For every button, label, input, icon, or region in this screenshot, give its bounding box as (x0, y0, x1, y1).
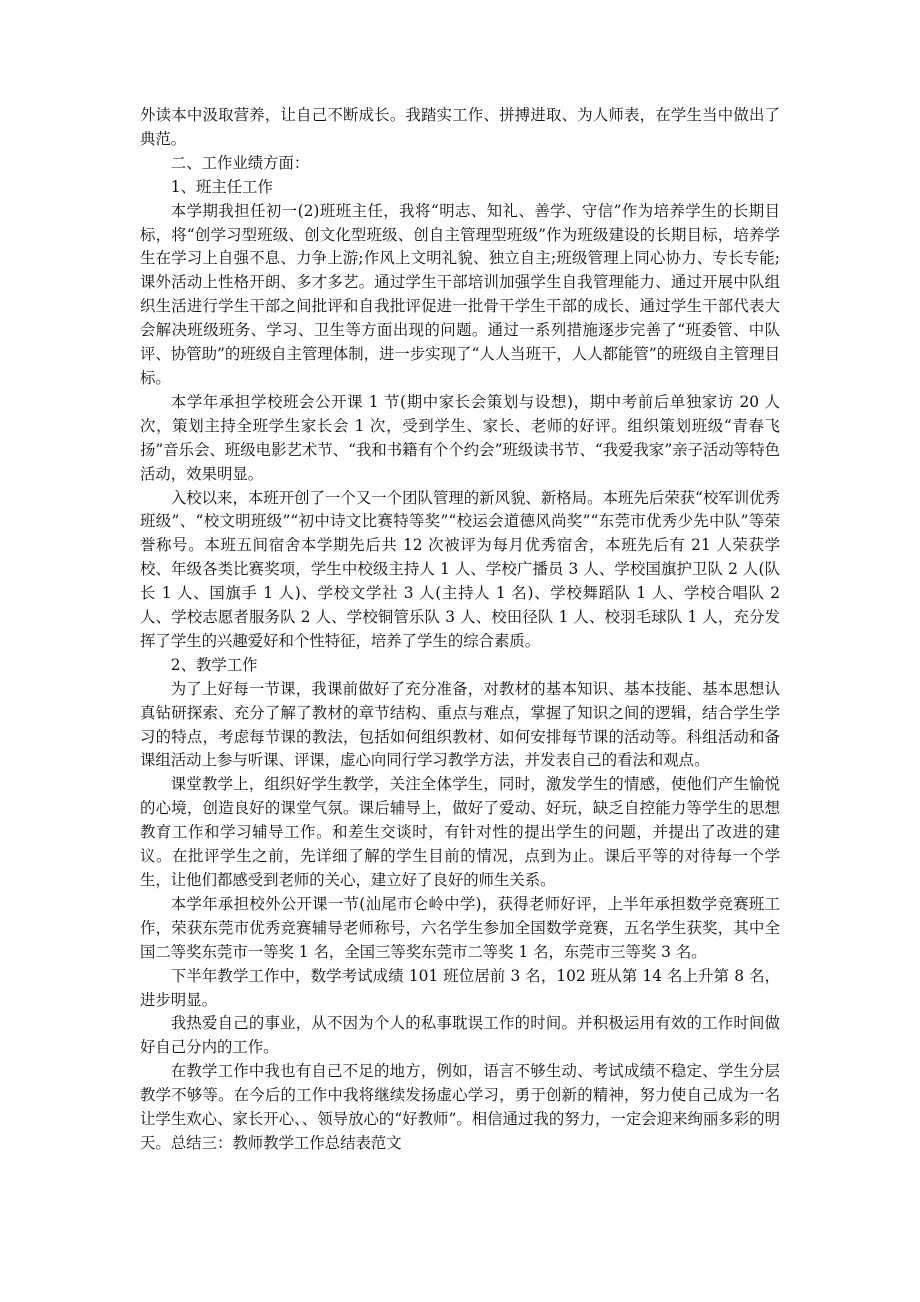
paragraph: 我热爱自己的事业，从不因为个人的私事耽误工作的时间。并积极运用有效的工作时间做好自己分内的工作。 (140, 1014, 780, 1057)
subsection-heading-homeroom: 1、班主任工作 (170, 177, 273, 196)
continuation-paragraph: 外读本中汲取营养，让自己不断成长。我踏实工作、拼搏进取、为人师表，在学生当中做出了典范。 (140, 106, 780, 148)
paragraph: 在教学工作中我也有自己不足的地方，例如，语言不够生动、考试成绩不稳定、学生分层教学不够等。在今后的工作中我将继续发扬虚心学习，勇于创新的精神，努力使自己成为一名让学生欢心、家长开心、、领导放心的“好教师”。相信通过我的努力，一定会迎来绚丽多彩的明天。总结三：教师教学工作总结表范文 (140, 1062, 780, 1152)
paragraph: 本学年承担校外公开课一节(汕尾市仑岭中学)，获得老师好评，上半年承担数学竞赛班工作，荣获东莞市优秀竞赛辅导老师称号，六名学生参加全国数学竞赛，五名学生获奖，其中全国二等奖东莞市一等奖 1 名，全国三等奖东莞市二等奖 1 名，东莞市三等奖 3 名。 (140, 894, 780, 961)
section-heading: 二、工作业绩方面： (170, 153, 310, 172)
paragraph: 为了上好每一节课，我课前做好了充分准备，对教材的基本知识、基本技能、基本思想认真钻研探索、充分了解了教材的章节结构、重点与难点，掌握了知识之间的逻辑，结合学生学习的特点，考虑每节课的教法，包括如何组织教材、如何安排每节课的活动等。科组活动和备课组活动上参与听课、评课，虚心向同行学习教学方法，并发表自己的看法和观点。 (140, 679, 780, 770)
subsection-heading-teaching: 2、教学工作 (170, 655, 258, 674)
paragraph: 入校以来，本班开创了一个又一个团队管理的新风貌、新格局。本班先后荣获“校军训优秀班级”、“校文明班级”“初中诗文比赛特等奖”“校运会道德风尚奖”“东莞市优秀少先中队”等荣誉称号。本班五间宿舍本学期先后共 12 次被评为每月优秀宿舍，本班先后有 21 人荣获学校、年级各类比赛奖项，学生中校级主持人 1 人、学校广播员 3 人、学校国旗护卫队 2 人(队长 1 人、国旗手 1 人)、学校文学社 3 人(主持人 1 名)、学校舞蹈队 1 人、学校合唱队 2 人、学校志愿者服务队 2 人、学校铜管乐队 3 人、校田径队 1 人、校羽毛球队 1 人，充分发挥了学生的兴趣爱好和个性特征，培养了学生的综合素质。 (140, 488, 780, 650)
paragraph: 本学年承担学校班会公开课 1 节(期中家长会策划与设想)，期中考前后单独家访 20 人次，策划主持全班学生家长会 1 次，受到学生、家长、老师的好评。组织策划班级“青春飞扬”音乐会、班级电影艺术节、“我和书籍有个个约会”班级读书节、“我爱我家”亲子活动等特色活动，效果明显。 (140, 392, 780, 483)
document-body (140, 104, 780, 1156)
paragraph: 课堂教学上，组织好学生教学，关注全体学生，同时，激发学生的情感，使他们产生愉悦的心境，创造良好的课堂气氛。课后辅导上，做好了爱动、好玩，缺乏自控能力等学生的思想教育工作和学习辅导工作。和差生交谈时，有针对性的提出学生的问题，并提出了改进的建议。在批评学生之前，先详细了解的学生目前的情况，点到为止。课后平等的对待每一个学生，让他们都感受到老师的关心，建立好了良好的师生关系。 (140, 775, 780, 889)
paragraph: 本学期我担任初一(2)班班主任，我将“明志、知礼、善学、守信”作为培养学生的长期目标，将“创学习型班级、创文化型班级、创自主管理型班级”作为班级建设的长期目标，培养学生在学习上自强不息、力争上游;作风上文明礼貌、独立自主;班级管理上同心协力、专长专能;课外活动上性格开朗、多才多艺。通过学生干部培训加强学生自我管理能力、通过开展中队组织生活进行学生干部之间批评和自我批评促进一批骨干学生干部的成长、通过学生干部代表大会解决班级班务、学习、卫生等方面出现的问题。通过一系列措施逐步完善了“班委管、中队评、协管助”的班级自主管理体制，进一步实现了“人人当班干，人人都能管”的班级自主管理目标。 (140, 201, 780, 387)
paragraph: 下半年教学工作中，数学考试成绩 101 班位居前 3 名，102 班从第 14 名上升第 8 名，进步明显。 (140, 966, 780, 1009)
